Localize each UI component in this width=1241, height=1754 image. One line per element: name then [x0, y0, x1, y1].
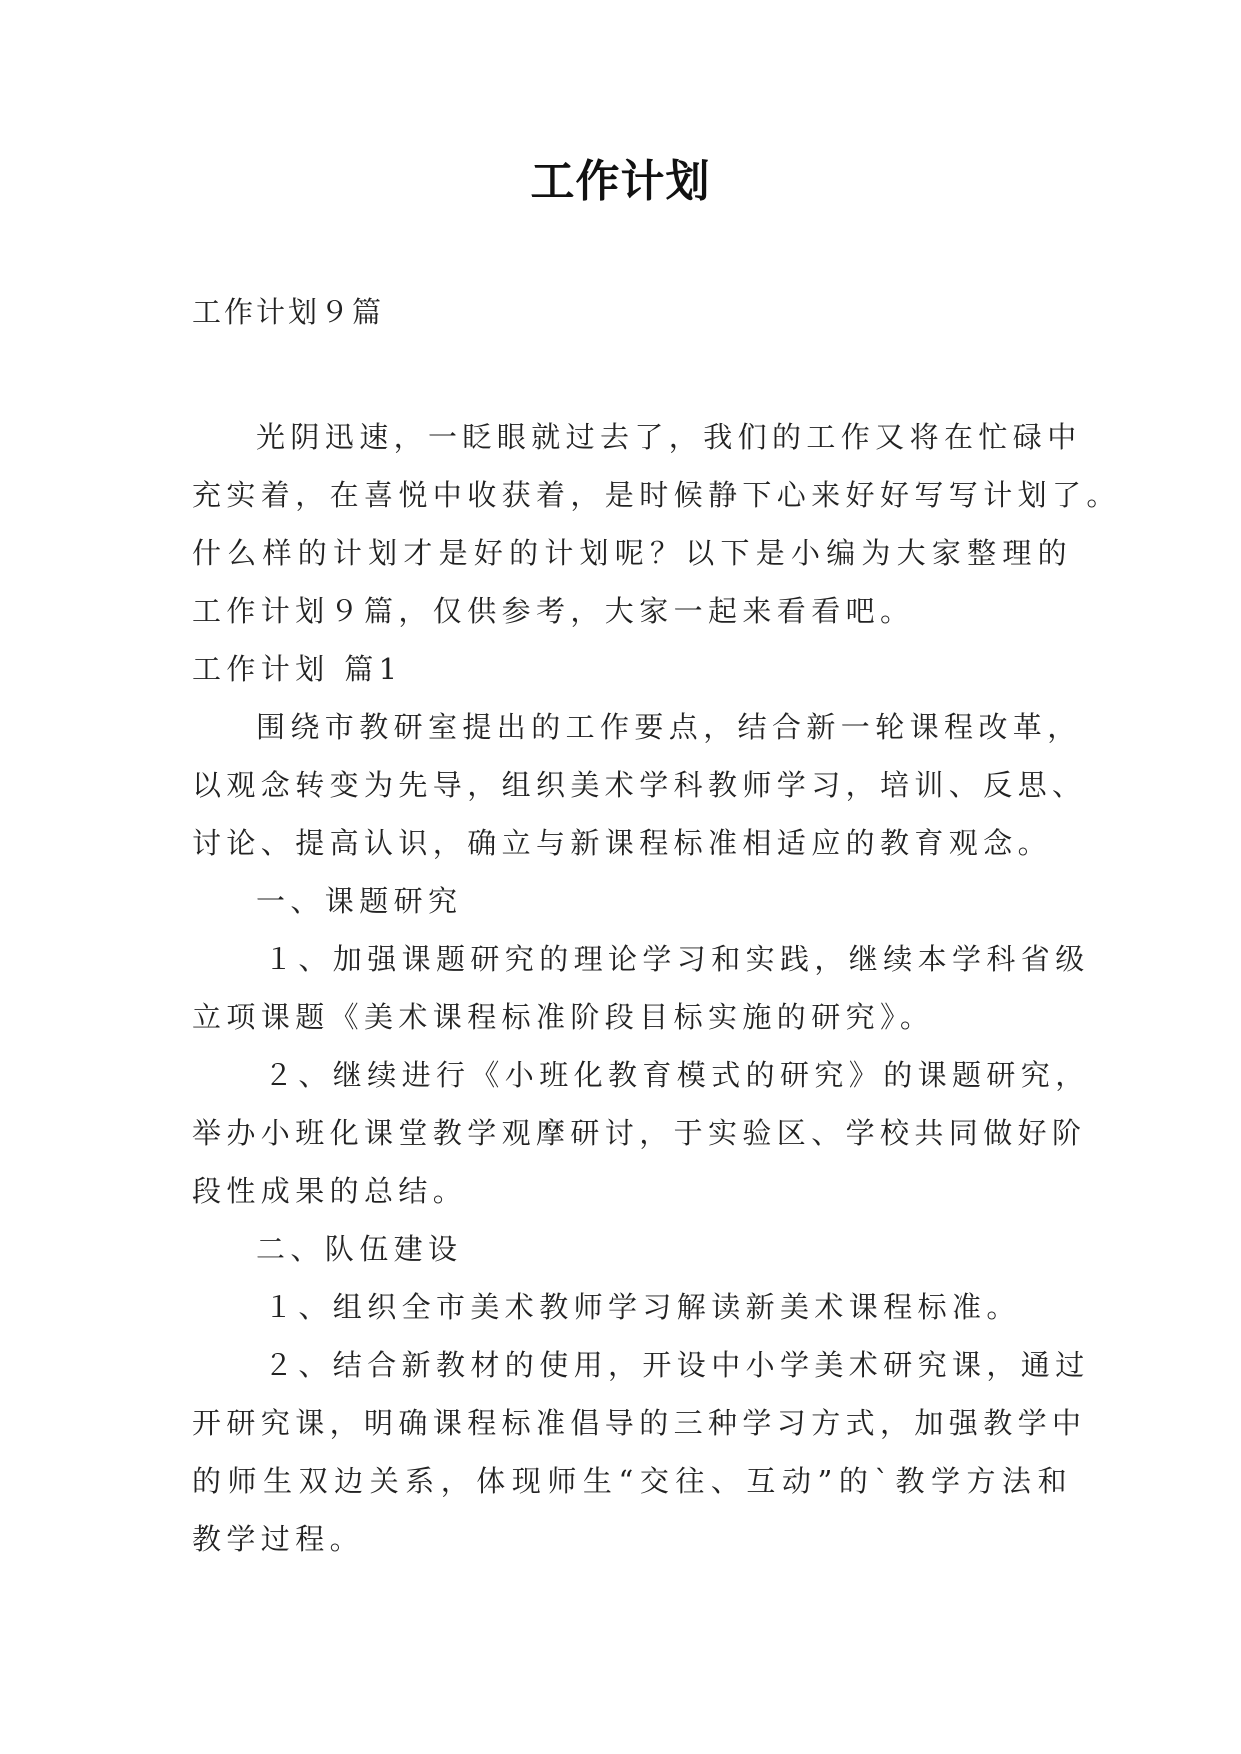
list-item-line: １、加强课题研究的理论学习和实践，继续本学科省级: [264, 942, 1090, 976]
paragraph-line: 光阴迅速，一眨眼就过去了，我们的工作又将在忙碌中: [256, 420, 1082, 454]
document-title: 工作计划: [530, 156, 711, 207]
section-heading: 工作计划 篇1: [192, 652, 403, 686]
list-item-line: ２、结合新教材的使用，开设中小学美术研究课，通过: [264, 1348, 1090, 1382]
list-item-line: ２、继续进行《小班化教育模式的研究》的课题研究，: [264, 1058, 1090, 1092]
list-item-line: 开研究课，明确课程标准倡导的三种学习方式，加强教学中: [192, 1406, 1087, 1440]
paragraph-line: 围绕市教研室提出的工作要点，结合新一轮课程改革，: [256, 710, 1082, 744]
paragraph-line: 讨论、提高认识，确立与新课程标准相适应的教育观念。: [192, 826, 1053, 860]
list-item-line: １、组织全市美术教师学习解读新美术课程标准。: [264, 1290, 1021, 1324]
list-item-line: 立项课题《美术课程标准阶段目标实施的研究》。: [192, 1000, 935, 1034]
paragraph-line: 什么样的计划才是好的计划呢？以下是小编为大家整理的: [192, 536, 1072, 570]
paragraph-line: 以观念转变为先导，组织美术学科教师学习，培训、反思、: [192, 768, 1087, 802]
paragraph-line: 工作计划９篇，仅供参考，大家一起来看看吧。: [192, 594, 915, 628]
list-item-line: 段性成果的总结。: [192, 1174, 468, 1208]
paragraph-line: 充实着，在喜悦中收获着，是时候静下心来好好写写计划了。: [192, 478, 1121, 512]
list-item-line: 的师生双边关系，体现师生“交往、互动”的`教学方法和: [192, 1464, 1072, 1498]
subsection-heading: 二、队伍建设: [256, 1232, 463, 1266]
document-body: [192, 408, 1121, 1568]
document-subtitle: 工作计划９篇: [192, 295, 385, 329]
list-item-line: 教学过程。: [192, 1522, 365, 1556]
list-item-line: 举办小班化课堂教学观摩研讨，于实验区、学校共同做好阶: [192, 1116, 1087, 1150]
subsection-heading: 一、课题研究: [256, 884, 463, 918]
